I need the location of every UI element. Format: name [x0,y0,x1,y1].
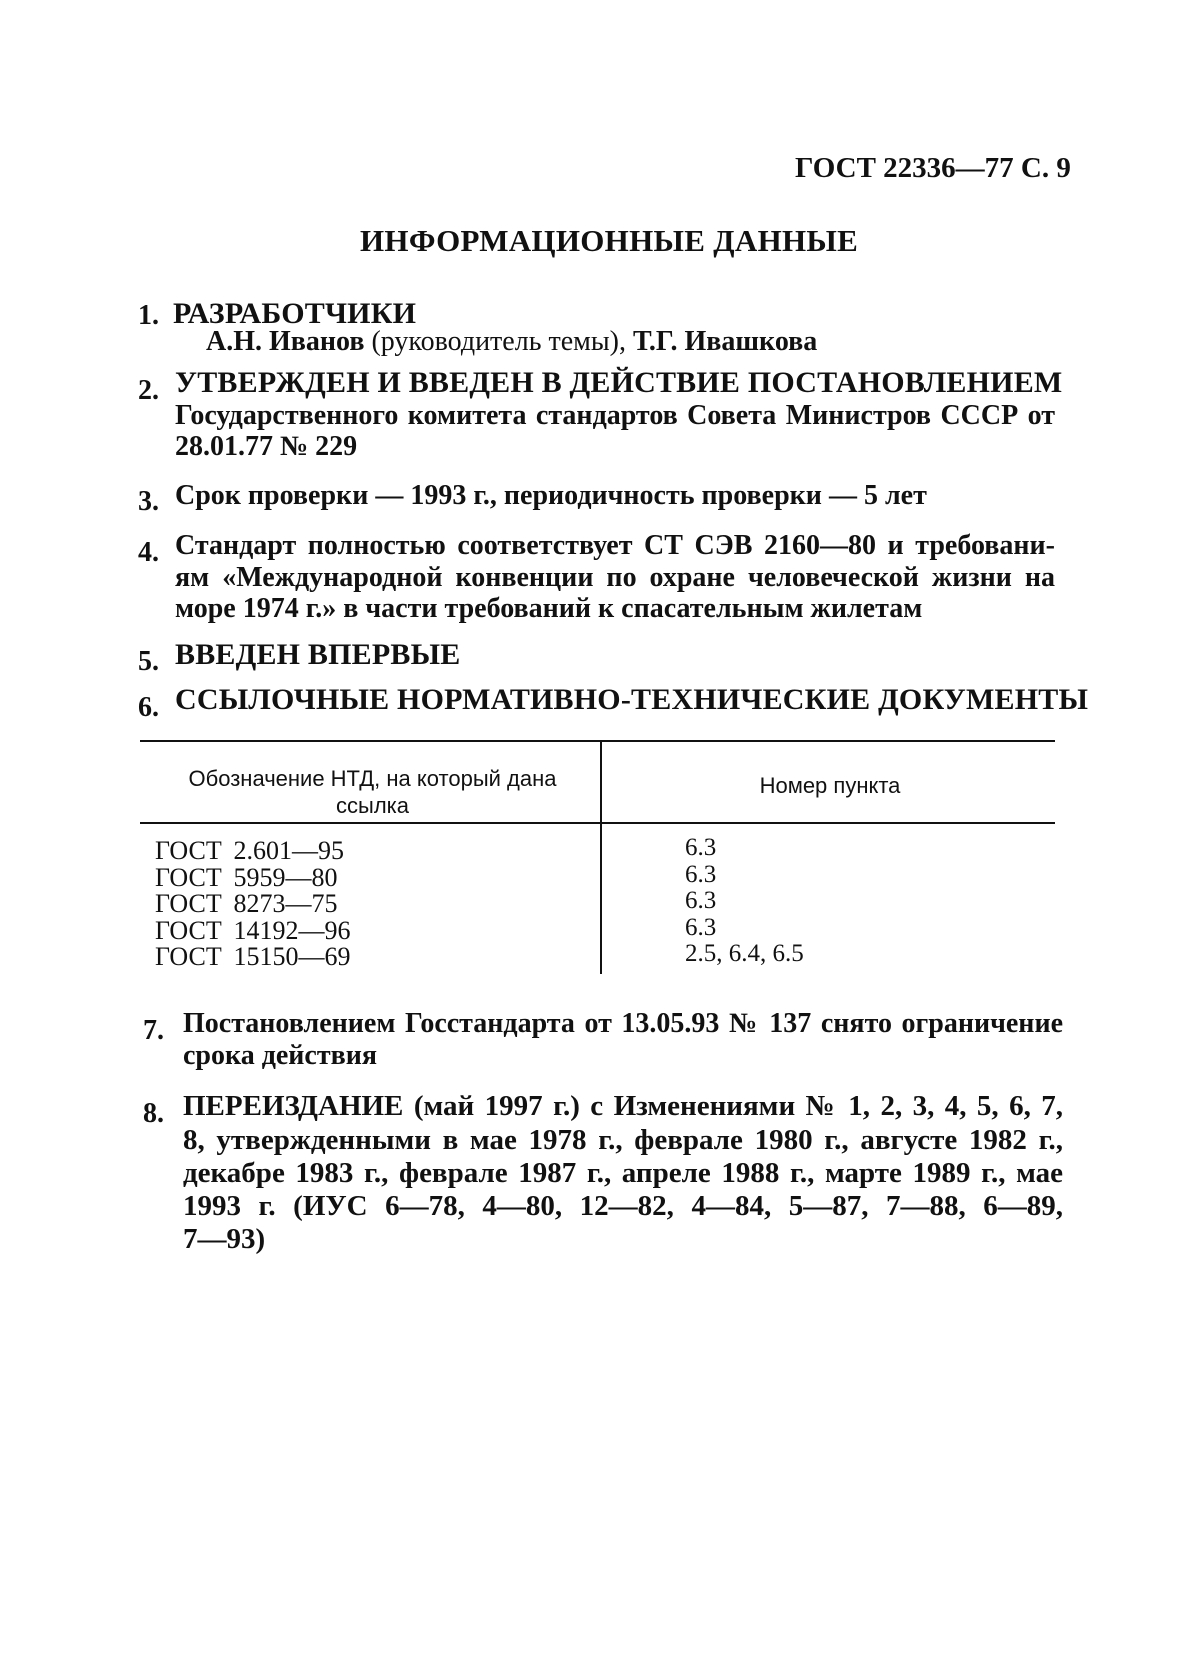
developer-name-1: А.Н. Иванов [206,326,365,357]
section-6-number: 6. [138,692,159,723]
table-row: ГОСТ 2.601—95 [155,836,344,865]
section-2-line-1: Государственного комитета стандартов Совета Министров СССР от [175,400,1055,431]
section-4-line-1: Стандарт полностью соответствует СТ СЭВ 2160—80 и требовани- [175,530,1055,561]
section-8-line-1: ПЕРЕИЗДАНИЕ (май 1997 г.) с Изменениями № 1, 2, 3, 4, 5, 6, 7, [183,1090,1063,1122]
section-2-number: 2. [138,375,159,406]
section-8-line-5: 7—93) [183,1223,266,1255]
section-1-number: 1. [138,300,159,331]
table-cell-item: 6.3 [685,913,717,941]
developer-name-2: Т.Г. Ивашкова [632,326,818,357]
section-8-line-3: декабре 1983 г., феврале 1987 г., апреле 1988 г., марте 1989 г., мае [183,1157,1063,1189]
table-cell-item: 2.5, 6.4, 6.5 [685,940,804,967]
table-header-rule [140,822,1055,824]
section-7-line-1: Постановлением Госстандарта от 13.05.93 № 137 снято ограничение [183,1008,1063,1039]
table-cell-item: 6.3 [685,834,717,861]
table-item-column [685,835,804,968]
section-7-number: 7. [143,1015,164,1046]
table-row: ГОСТ 14192—96 [155,915,351,945]
section-2-heading: УТВЕРЖДЕН И ВВЕДЕН В ДЕЙСТВИЕ ПОСТАНОВЛЕНИЕМ [175,366,1063,399]
table-row: ГОСТ 15150—69 [155,942,351,971]
table-row: ГОСТ 8273—75 [155,889,338,918]
section-8-line-2: 8, утвержденными в мае 1978 г., феврале 1980 г., августе 1982 г., [183,1124,1063,1156]
table-document-column [155,838,351,971]
page-header: ГОСТ 22336—77 С. 9 [795,152,1071,184]
section-4-number: 4. [138,537,159,568]
table-header-item: Номер пункта [759,773,901,798]
section-3-number: 3. [138,486,159,517]
table-header-document: Обозначение НТД, на который дана ссылка [188,766,557,818]
section-8-heading: ПЕРЕИЗДАНИЕ [183,1090,404,1122]
table-cell-item: 6.3 [685,887,717,914]
section-2-line-2: 28.01.77 № 229 [175,431,358,462]
section-8-number: 8. [143,1098,164,1129]
table-column-divider [600,740,602,974]
section-4-line-2: ям «Международной конвенции по охране человеческой жизни на [175,562,1055,593]
section-5-number: 5. [138,646,159,677]
document-title: ИНФОРМАЦИОННЫЕ ДАННЫЕ [360,223,859,258]
table-row: ГОСТ 5959—80 [155,862,338,892]
section-7-line-2: срока действия [183,1040,378,1071]
section-3-text: Срок проверки — 1993 г., периодичность проверки — 5 лет [175,480,927,511]
section-1-developers [206,326,817,358]
developer-role: (руководитель темы), [371,326,626,357]
section-4-line-3: море 1974 г.» в части требований к спасательным жилетам [175,593,923,624]
section-8-line-4: 1993 г. (ИУС 6—78, 4—80, 12—82, 4—84, 5—87, 7—88, 6—89, [183,1190,1063,1222]
table-cell-item: 6.3 [685,860,717,888]
section-6-text: ССЫЛОЧНЫЕ НОРМАТИВНО-ТЕХНИЧЕСКИЕ ДОКУМЕНТЫ [175,683,1089,716]
section-5-text: ВВЕДЕН ВПЕРВЫЕ [175,638,461,671]
section-1-heading: РАЗРАБОТЧИКИ [173,297,417,330]
table-top-rule [140,740,1055,742]
